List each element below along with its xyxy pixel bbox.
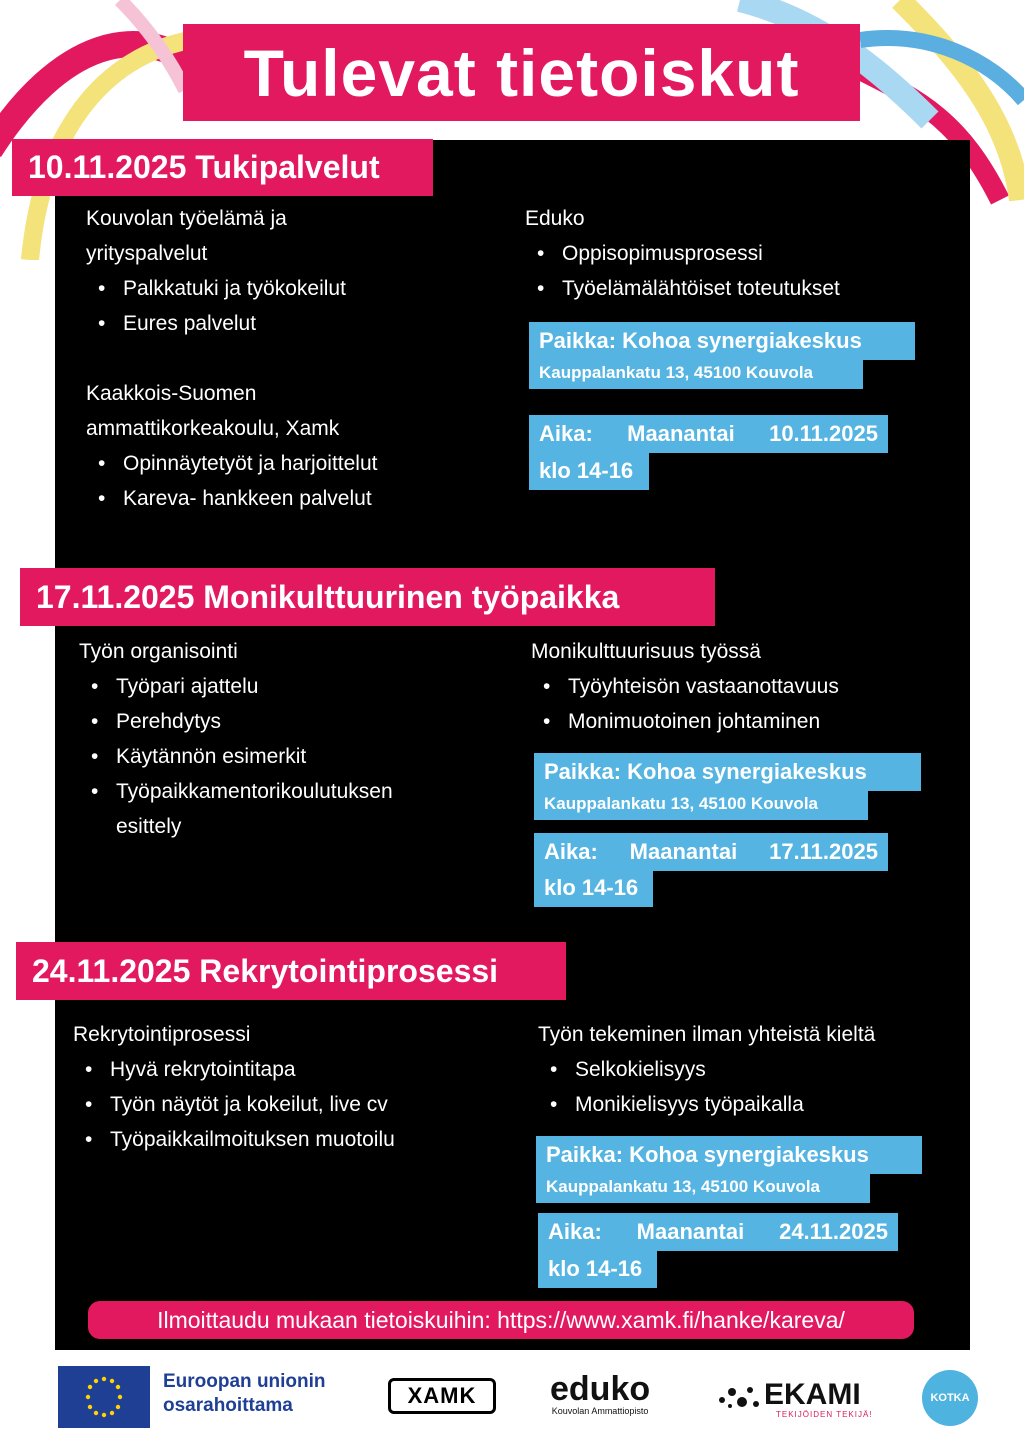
hours-label: klo 14-16 — [538, 1250, 657, 1288]
time-prefix: Aika: — [544, 839, 598, 864]
list-item: • Eures palvelut — [123, 306, 486, 341]
section-1-heading: 10.11.2025 Tukipalvelut — [12, 139, 433, 196]
section-3-left-column — [73, 1017, 493, 1157]
event-date: 24.11.2025 — [779, 1219, 888, 1244]
event-date: 17.11.2025 — [769, 839, 878, 864]
register-link[interactable]: Ilmoittaudu mukaan tietoiskuihin: https://www.xamk.fi/hanke/kareva/ — [88, 1301, 914, 1339]
list-item: • Hyvä rekrytointitapa — [110, 1052, 493, 1087]
bullet-list — [525, 236, 945, 306]
event-date: 10.11.2025 — [769, 421, 878, 446]
address-label: Kauppalankatu 13, 45100 Kouvola — [534, 788, 868, 820]
eu-text-line: osarahoittama — [163, 1395, 293, 1416]
eu-text-line: Euroopan unionin — [163, 1371, 326, 1392]
time-label — [538, 1213, 898, 1251]
section-2-heading: 17.11.2025 Monikulttuurinen työpaikka — [20, 568, 715, 626]
list-item: • Työpaikkamentorikoulutuksen esittely — [116, 774, 461, 844]
bullet-list — [86, 271, 486, 341]
list-item: • Käytännön esimerkit — [116, 739, 479, 774]
time-prefix: Aika: — [539, 421, 593, 446]
bullet-list — [531, 669, 951, 739]
list-item: • Työyhteisön vastaanottavuus — [568, 669, 951, 704]
address-label: Kauppalankatu 13, 45100 Kouvola — [536, 1171, 870, 1203]
eu-flag-icon — [58, 1366, 150, 1428]
list-item: • Työpari ajattelu — [116, 669, 479, 704]
section-3-right-column — [538, 1017, 958, 1122]
group-title: Kaakkois-Suomen — [86, 382, 257, 405]
weekday: Maanantai — [627, 421, 735, 446]
eduko-subtitle: Kouvolan Ammattiopisto — [551, 1406, 649, 1416]
section-1-right-column — [525, 201, 945, 306]
section-2-left-column — [79, 634, 479, 844]
list-item: • Kareva- hankkeen palvelut — [123, 481, 486, 516]
address-label: Kauppalankatu 13, 45100 Kouvola — [529, 357, 863, 389]
list-item: • Perehdytys — [116, 704, 479, 739]
ekami-wordmark: EKAMI — [764, 1378, 861, 1411]
place-label: Paikka: Kohoa synergiakeskus — [534, 753, 921, 791]
list-item: • Työelämälähtöiset toteutukset — [562, 271, 945, 306]
bullet-list — [86, 446, 486, 516]
section-2-right-column — [531, 634, 951, 739]
group-title: Työn tekeminen ilman yhteistä kieltä — [538, 1023, 876, 1046]
place-label: Paikka: Kohoa synergiakeskus — [529, 322, 915, 360]
eu-funding-text — [163, 1370, 326, 1418]
hours-label: klo 14-16 — [534, 869, 653, 907]
group-title: Monikulttuurisuus työssä — [531, 640, 761, 663]
list-item: • Monikielisyys työpaikalla — [575, 1087, 958, 1122]
xamk-logo: XAMK — [388, 1378, 496, 1414]
group-title: Rekrytointiprosessi — [73, 1023, 251, 1046]
group-title: yrityspalvelut — [86, 242, 208, 265]
weekday: Maanantai — [636, 1219, 745, 1244]
list-item: • Työn näytöt ja kokeilut, live cv — [110, 1087, 493, 1122]
time-label — [534, 833, 888, 871]
weekday: Maanantai — [629, 839, 738, 864]
eduko-wordmark: eduko — [550, 1370, 651, 1408]
ekami-logo — [716, 1380, 873, 1419]
list-item: • Työpaikkailmoituksen muotoilu — [110, 1122, 493, 1157]
group-title: Työn organisointi — [79, 640, 238, 663]
group-title: Kouvolan työelämä ja — [86, 207, 287, 230]
time-prefix: Aika: — [548, 1219, 602, 1244]
bullet-list — [538, 1052, 958, 1122]
list-item: • Opinnäytetyöt ja harjoittelut — [123, 446, 486, 481]
time-label — [529, 415, 888, 453]
kotka-logo: KOTKA — [922, 1370, 978, 1426]
list-item: • Palkkatuki ja työkokeilut — [123, 271, 486, 306]
list-item: • Selkokielisyys — [575, 1052, 958, 1087]
bullet-list — [73, 1052, 493, 1157]
section-3-heading: 24.11.2025 Rekrytointiprosessi — [16, 942, 566, 1000]
section-1-left-column — [86, 201, 486, 516]
list-item: • Oppisopimusprosessi — [562, 236, 945, 271]
footer-logos — [0, 1360, 1024, 1452]
place-label: Paikka: Kohoa synergiakeskus — [536, 1136, 922, 1174]
hours-label: klo 14-16 — [529, 452, 649, 490]
group-title: Eduko — [525, 207, 585, 230]
eduko-logo — [550, 1372, 650, 1416]
ekami-dots-icon — [716, 1382, 764, 1412]
ekami-subtitle: TEKIJÖIDEN TEKIJÄ! — [776, 1410, 873, 1419]
page-title: Tulevat tietoiskut — [183, 24, 860, 121]
bullet-list — [79, 669, 479, 844]
list-item: • Monimuotoinen johtaminen — [568, 704, 951, 739]
group-title: ammattikorkeakoulu, Xamk — [86, 417, 340, 440]
